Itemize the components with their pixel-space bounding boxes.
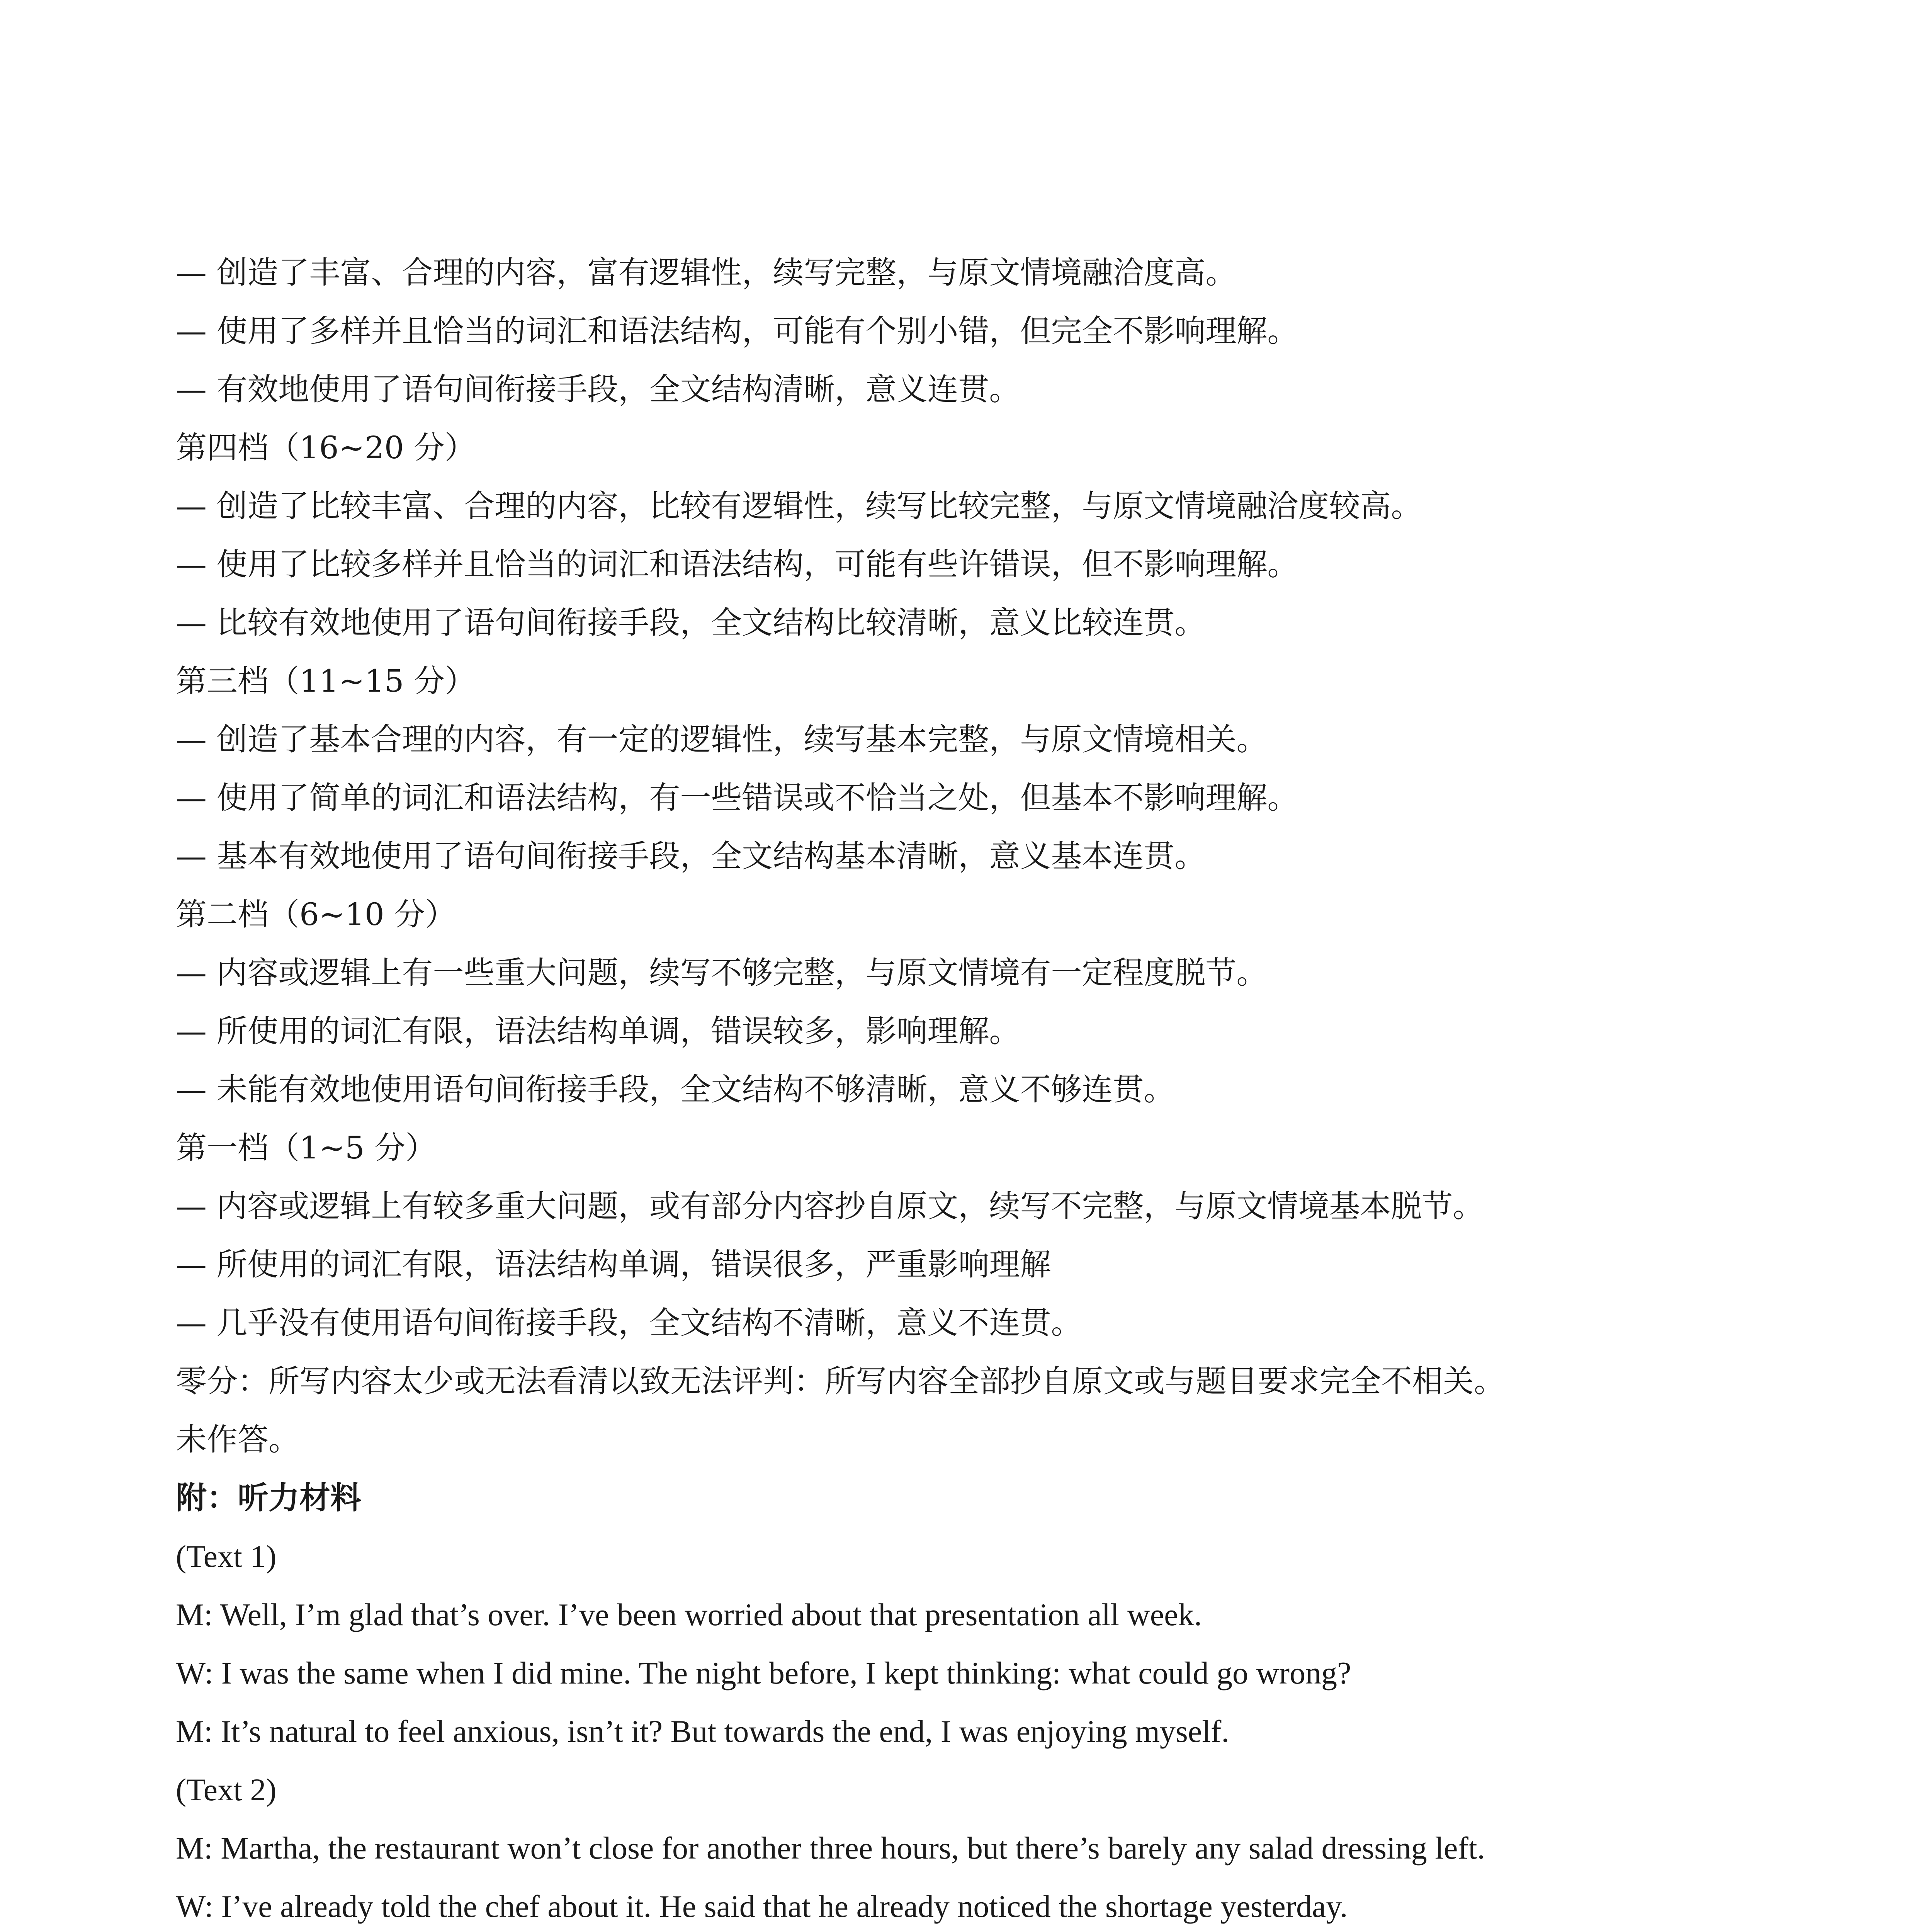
rubric-level-heading: 第二档（6~10 分） (176, 896, 456, 932)
rubric-zero-score: 零分：所写内容太少或无法看清以致无法评判：所写内容全部抄自原文或与题目要求完全不相关。 (176, 1363, 1505, 1399)
dialogue-line: M: Martha, the restaurant won’t close for another three hours, but there’s barely any salad dressing left. (176, 1830, 1485, 1866)
dialogue-line: M: It’s natural to feel anxious, isn’t it? But towards the end, I was enjoying myself. (176, 1714, 1229, 1749)
rubric-line: — 内容或逻辑上有较多重大问题，或有部分内容抄自原文，续写不完整，与原文情境基本脱节。 (176, 1188, 1484, 1224)
rubric-line: — 使用了简单的词汇和语法结构，有一些错误或不恰当之处，但基本不影响理解。 (176, 780, 1298, 816)
rubric-line: — 基本有效地使用了语句间衔接手段，全文结构基本清晰，意义基本连贯。 (176, 838, 1206, 874)
dialogue-line: W: I was the same when I did mine. The night before, I kept thinking: what could go wrong? (176, 1655, 1351, 1690)
rubric-line: — 创造了比较丰富、合理的内容，比较有逻辑性，续写比较完整，与原文情境融洽度较高。 (176, 488, 1422, 524)
dialogue-line: W: I’ve already told the chef about it. He said that he already noticed the shortage yesterday. (176, 1889, 1348, 1924)
rubric-line: — 创造了基本合理的内容，有一定的逻辑性，续写基本完整，与原文情境相关。 (176, 721, 1268, 757)
dialogue-line: M: Well, I’m glad that’s over. I’ve been worried about that presentation all week. (176, 1597, 1202, 1632)
text-label: (Text 1) (176, 1539, 277, 1574)
rubric-level-heading: 第一档（1~5 分） (176, 1130, 437, 1166)
rubric-line: — 未能有效地使用语句间衔接手段，全文结构不够清晰，意义不够连贯。 (176, 1071, 1175, 1107)
rubric-no-answer: 未作答。 (176, 1422, 299, 1458)
rubric-line: — 使用了多样并且恰当的词汇和语法结构，可能有个别小错，但完全不影响理解。 (176, 313, 1298, 349)
rubric-line: — 内容或逻辑上有一些重大问题，续写不够完整，与原文情境有一定程度脱节。 (176, 955, 1268, 991)
rubric-line: — 有效地使用了语句间衔接手段，全文结构清晰，意义连贯。 (176, 371, 1020, 407)
rubric-line: — 创造了丰富、合理的内容，富有逻辑性，续写完整，与原文情境融洽度高。 (176, 255, 1237, 291)
rubric-level-heading: 第四档（16~20 分） (176, 430, 476, 466)
rubric-level-heading: 第三档（11~15 分） (176, 663, 476, 699)
appendix-heading: 附：听力材料 (176, 1480, 361, 1516)
rubric-line: — 所使用的词汇有限，语法结构单调，错误很多，严重影响理解 (176, 1247, 1051, 1282)
text-label: (Text 2) (176, 1772, 277, 1807)
document-body (176, 243, 1752, 1932)
rubric-line: — 所使用的词汇有限，语法结构单调，错误较多，影响理解。 (176, 1013, 1020, 1049)
rubric-line: — 几乎没有使用语句间衔接手段，全文结构不清晰，意义不连贯。 (176, 1305, 1082, 1341)
rubric-line: — 比较有效地使用了语句间衔接手段，全文结构比较清晰，意义比较连贯。 (176, 605, 1206, 641)
rubric-line: — 使用了比较多样并且恰当的词汇和语法结构，可能有些许错误，但不影响理解。 (176, 546, 1298, 582)
